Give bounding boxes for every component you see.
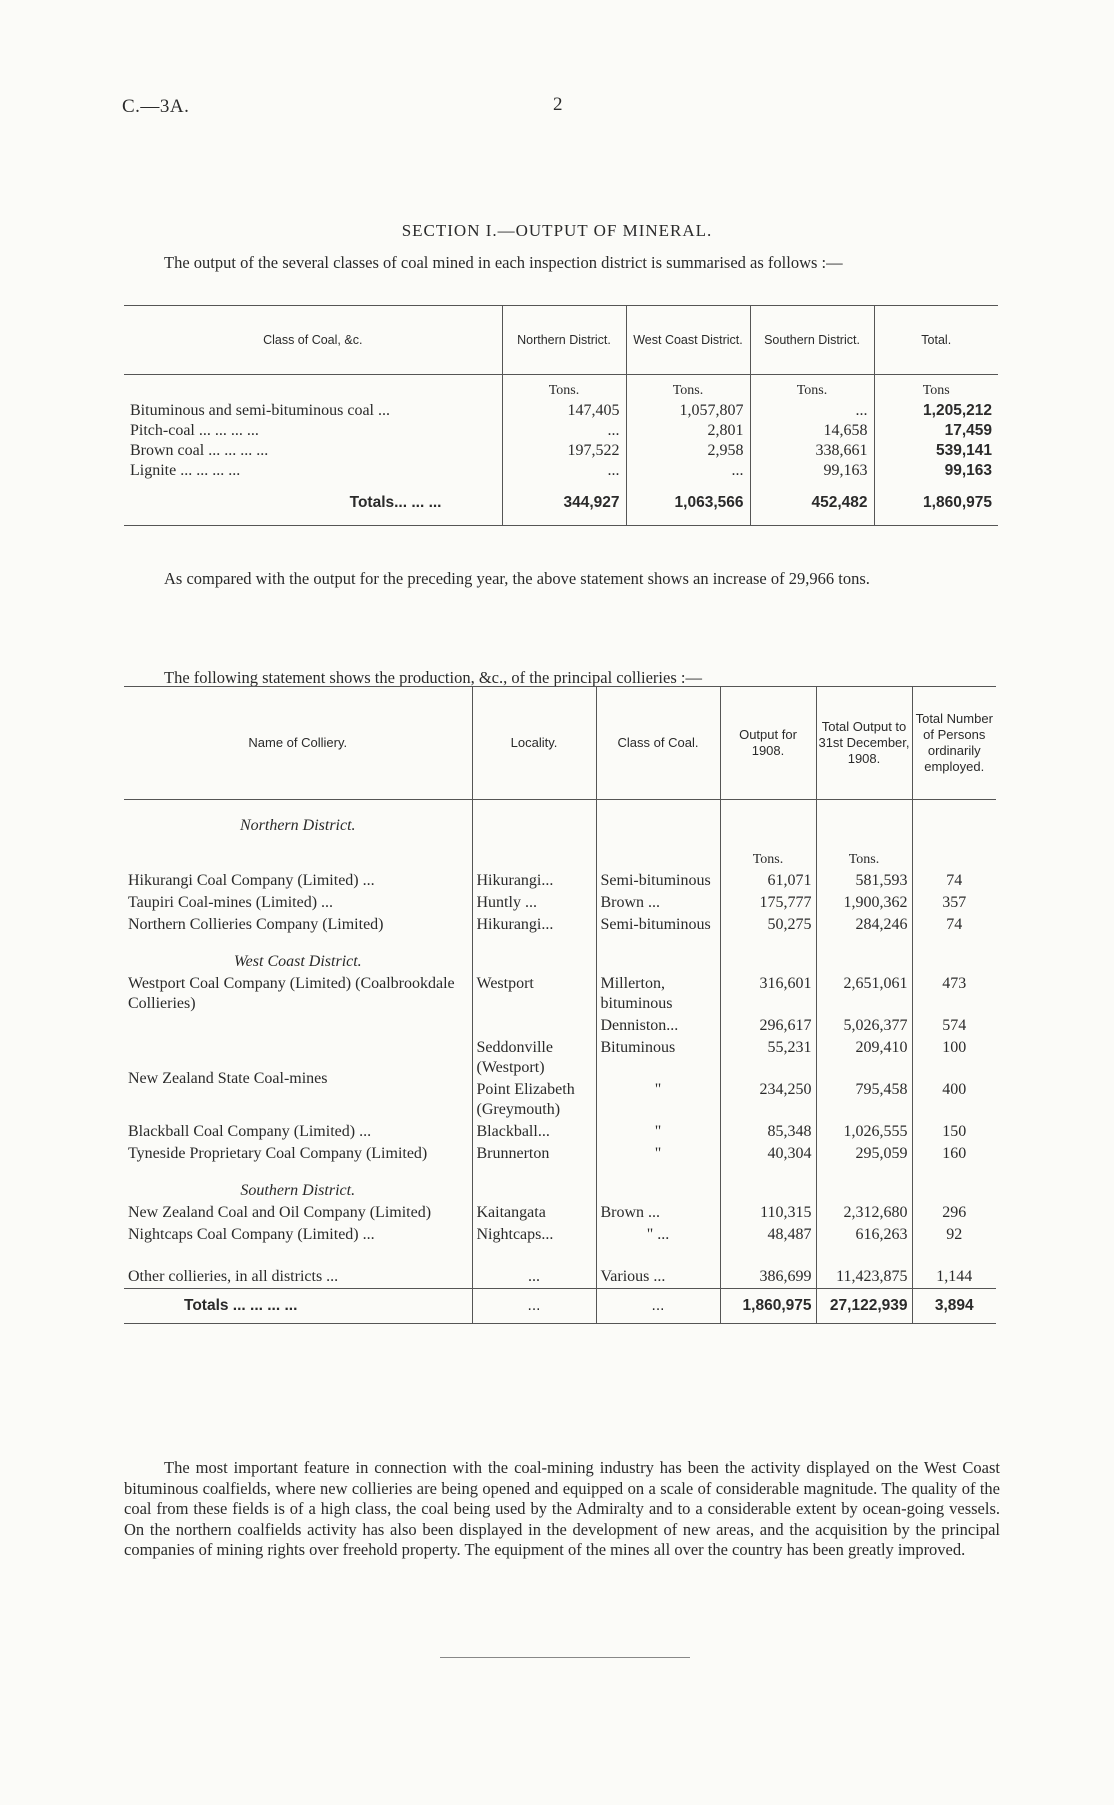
coal-class: ... xyxy=(596,1289,720,1324)
persons-employed: 296 xyxy=(912,1202,996,1224)
persons-employed: 160 xyxy=(912,1143,996,1165)
totals-row xyxy=(124,481,998,526)
table-row xyxy=(124,1202,996,1224)
coal-class: Semi-bituminous xyxy=(596,870,720,892)
west-coast-value: ... xyxy=(626,461,750,481)
total-value: 17,459 xyxy=(874,421,998,441)
persons-employed: 400 xyxy=(912,1079,996,1121)
total-value: 99,163 xyxy=(874,461,998,481)
persons-employed: 100 xyxy=(912,1037,996,1079)
collieries-header-row xyxy=(124,687,996,800)
header-class-of-coal: Class of Coal. xyxy=(596,687,720,800)
totals-label: Totals ... ... ... ... xyxy=(124,1289,472,1324)
total-output: 1,026,555 xyxy=(816,1121,912,1143)
coal-class-label: Bituminous and semi-bituminous coal ... xyxy=(130,402,390,419)
colliery-name: Tyneside Proprietary Coal Company (Limited) xyxy=(128,1145,428,1162)
header-northern: Northern District. xyxy=(502,306,626,375)
northern-total: 344,927 xyxy=(502,481,626,526)
totals-label: Totals... ... ... xyxy=(124,481,502,526)
output-1908: 296,617 xyxy=(720,1015,816,1037)
coal-class: Brown ... xyxy=(596,1202,720,1224)
total-output: 11,423,875 xyxy=(816,1266,912,1289)
colliery-name: Westport Coal Company (Limited) (Coalbrookdale Collieries) xyxy=(128,975,455,1012)
southern-value: 14,658 xyxy=(750,421,874,441)
footer-divider xyxy=(440,1657,690,1658)
units-row xyxy=(124,837,996,870)
table-row xyxy=(124,892,996,914)
cumulative-total: 27,122,939 xyxy=(816,1289,912,1324)
output-1908: 40,304 xyxy=(720,1143,816,1165)
southern-value: ... xyxy=(750,401,874,421)
locality: Westport xyxy=(472,973,596,1037)
intro-paragraph: The output of the several classes of coal mined in each inspection district is summarised as follows :— xyxy=(164,253,843,272)
total-output: 616,263 xyxy=(816,1224,912,1246)
coal-class: " xyxy=(596,1121,720,1143)
colliery-name: Taupiri Coal-mines (Limited) ... xyxy=(128,894,334,911)
colliery-name: Hikurangi Coal Company (Limited) ... xyxy=(128,872,375,889)
comparison-paragraph: As compared with the output for the preceding year, the above statement shows an increase of 29,966 tons. xyxy=(164,569,870,588)
table-row xyxy=(124,1121,996,1143)
locality: ... xyxy=(472,1266,596,1289)
output-1908: 175,777 xyxy=(720,892,816,914)
table-row xyxy=(124,461,998,481)
output-1908: 61,071 xyxy=(720,870,816,892)
persons-employed: 92 xyxy=(912,1224,996,1246)
west-coast-value: 1,057,807 xyxy=(626,401,750,421)
coal-class: Brown ... xyxy=(596,892,720,914)
table-row xyxy=(124,870,996,892)
header-locality: Locality. xyxy=(472,687,596,800)
locality: Kaitangata xyxy=(472,1202,596,1224)
total-output: 295,059 xyxy=(816,1143,912,1165)
northern-value: 147,405 xyxy=(502,401,626,421)
persons-employed: 74 xyxy=(912,914,996,936)
totals-row xyxy=(124,1289,996,1324)
colliery-name: Northern Collieries Company (Limited) xyxy=(128,916,384,933)
coal-class: Bituminous xyxy=(596,1037,720,1079)
unit-label: Tons. xyxy=(750,375,874,402)
coal-class: " ... xyxy=(596,1224,720,1246)
colliery-name: Nightcaps Coal Company (Limited) ... xyxy=(128,1226,375,1243)
locality: Blackball... xyxy=(472,1121,596,1143)
grand-total: 1,860,975 xyxy=(874,481,998,526)
header-colliery-name: Name of Colliery. xyxy=(124,687,472,800)
locality: Seddonville (Westport) xyxy=(472,1037,596,1079)
unit-label: Tons. xyxy=(502,375,626,402)
coal-class: " xyxy=(596,1143,720,1165)
district-heading: Northern District. xyxy=(239,817,356,834)
locality: Point Elizabeth (Greymouth) xyxy=(472,1079,596,1121)
coal-class: Denniston... xyxy=(596,1015,720,1037)
southern-value: 99,163 xyxy=(750,461,874,481)
persons-employed: 150 xyxy=(912,1121,996,1143)
coal-class: Semi-bituminous xyxy=(596,914,720,936)
persons-employed: 1,144 xyxy=(912,1266,996,1289)
header-class-of-coal: Class of Coal, &c. xyxy=(124,306,502,375)
unit-label: Tons. xyxy=(720,837,816,870)
west-coast-value: 2,801 xyxy=(626,421,750,441)
unit-label: Tons. xyxy=(626,375,750,402)
southern-total: 452,482 xyxy=(750,481,874,526)
total-output: 5,026,377 xyxy=(816,1015,912,1037)
persons-employed: 473 xyxy=(912,973,996,1015)
header-west-coast: West Coast District. xyxy=(626,306,750,375)
coal-summary-table xyxy=(124,305,998,526)
total-output: 2,651,061 xyxy=(816,973,912,1015)
output-1908: 85,348 xyxy=(720,1121,816,1143)
total-output: 1,900,362 xyxy=(816,892,912,914)
table-row xyxy=(124,1224,996,1246)
output-1908: 316,601 xyxy=(720,973,816,1015)
units-row xyxy=(124,375,998,402)
table-row xyxy=(124,401,998,421)
unit-label: Tons xyxy=(874,375,998,402)
district-heading-row xyxy=(124,1165,996,1202)
unit-label: Tons. xyxy=(816,837,912,870)
locality: Hikurangi... xyxy=(472,914,596,936)
collieries-intro: The following statement shows the production, &c., of the principal collieries :— xyxy=(164,668,702,687)
header-persons-employed: Total Number of Persons ordinarily employed. xyxy=(912,687,996,800)
output-1908: 50,275 xyxy=(720,914,816,936)
southern-value: 338,661 xyxy=(750,441,874,461)
summary-header-row xyxy=(124,306,998,375)
document-reference: C.—3A. xyxy=(122,96,190,117)
table-row xyxy=(124,1037,996,1079)
persons-employed: 74 xyxy=(912,870,996,892)
coal-class-label: Brown coal ... ... ... ... xyxy=(130,442,269,459)
closing-paragraph: The most important feature in connection with the coal-mining industry has been the activity displayed on the West Coast bituminous coalfields, where new collieries are being opened and equipped on a scale of considerable magnitude. The quality of the coal from these fields is of a high class, the coal being used by the Admiralty and to a considerable extent by ocean-going vessels. On the northern coalfields activity has also been displayed in the development of new areas, and the acquisition by the principal companies of mining rights over freehold property. The equipment of the mines all over the country has been greatly improved. xyxy=(124,1458,1000,1559)
persons-employed: 357 xyxy=(912,892,996,914)
locality: ... xyxy=(472,1289,596,1324)
colliery-name: New Zealand State Coal-mines xyxy=(128,1070,328,1087)
header-output-1908: Output for 1908. xyxy=(720,687,816,800)
coal-class: Various ... xyxy=(596,1266,720,1289)
persons-total: 3,894 xyxy=(912,1289,996,1324)
colliery-name: New Zealand Coal and Oil Company (Limited) xyxy=(128,1204,432,1221)
header-total: Total. xyxy=(874,306,998,375)
colliery-name: Blackball Coal Company (Limited) ... xyxy=(128,1123,372,1140)
coal-class: " xyxy=(596,1079,720,1121)
persons-employed: 574 xyxy=(912,1015,996,1037)
table-row xyxy=(124,1266,996,1289)
locality: Huntly ... xyxy=(472,892,596,914)
total-output: 2,312,680 xyxy=(816,1202,912,1224)
collieries-table xyxy=(124,686,996,1324)
total-output: 209,410 xyxy=(816,1037,912,1079)
total-output: 284,246 xyxy=(816,914,912,936)
table-row xyxy=(124,914,996,936)
output-1908: 110,315 xyxy=(720,1202,816,1224)
total-output: 581,593 xyxy=(816,870,912,892)
district-heading: Southern District. xyxy=(240,1182,356,1199)
section-title: SECTION I.—OUTPUT OF MINERAL. xyxy=(401,221,713,240)
locality: Nightcaps... xyxy=(472,1224,596,1246)
output-1908: 55,231 xyxy=(720,1037,816,1079)
output-total: 1,860,975 xyxy=(720,1289,816,1324)
table-row xyxy=(124,421,998,441)
locality: Hikurangi... xyxy=(472,870,596,892)
output-1908: 386,699 xyxy=(720,1266,816,1289)
table-row xyxy=(124,973,996,1015)
northern-value: ... xyxy=(502,421,626,441)
output-1908: 48,487 xyxy=(720,1224,816,1246)
district-heading: West Coast District. xyxy=(233,953,362,970)
northern-value: 197,522 xyxy=(502,441,626,461)
west-coast-total: 1,063,566 xyxy=(626,481,750,526)
page-number: 2 xyxy=(553,94,563,115)
spacer-row xyxy=(124,1246,996,1266)
output-1908: 234,250 xyxy=(720,1079,816,1121)
locality: Brunnerton xyxy=(472,1143,596,1165)
table-row xyxy=(124,441,998,461)
coal-class-label: Pitch-coal ... ... ... ... xyxy=(130,422,259,439)
district-heading-row xyxy=(124,800,996,838)
northern-value: ... xyxy=(502,461,626,481)
coal-class: Millerton, bituminous xyxy=(596,973,720,1015)
west-coast-value: 2,958 xyxy=(626,441,750,461)
total-output: 795,458 xyxy=(816,1079,912,1121)
header-southern: Southern District. xyxy=(750,306,874,375)
header-total-output: Total Output to 31st December, 1908. xyxy=(816,687,912,800)
table-row xyxy=(124,1143,996,1165)
total-value: 539,141 xyxy=(874,441,998,461)
coal-class-label: Lignite ... ... ... ... xyxy=(130,462,241,479)
district-heading-row xyxy=(124,936,996,973)
colliery-name: Other collieries, in all districts ... xyxy=(128,1268,339,1285)
total-value: 1,205,212 xyxy=(874,401,998,421)
